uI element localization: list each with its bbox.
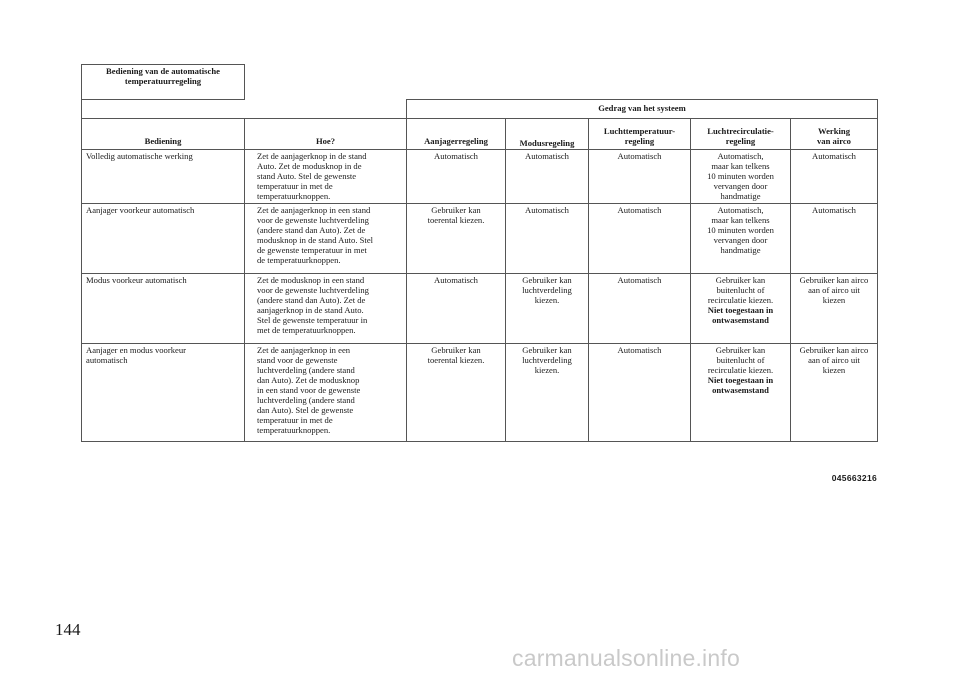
cell-temp: Automatisch [589, 344, 691, 442]
figure-code: 045663216 [831, 473, 877, 483]
cell-modus: Gebruiker kan luchtverdeling kiezen. [506, 344, 589, 442]
col-header-bediening: Bediening [82, 119, 245, 150]
cell-hoe: Zet de aanjagerknop in een stand voor de gewenste luchtverdeling (andere stand dan Auto). Zet de modusknop in de stand Auto. Stel de gewenste temperatuur in met de temperatuurknoppen. [245, 204, 407, 274]
cell-airco: Gebruiker kan airco aan of airco uit kiezen [791, 344, 878, 442]
cell-hoe: Zet de aanjagerknop in een stand voor de gewenste luchtverdeling (andere stand dan Auto). Zet de modusknop in een stand voor de gewenste luchtverdeling (andere stand dan Auto). Stel de gewenste temperatuur in met de temperatuurknoppen. [245, 344, 407, 442]
group-header-spacer [245, 65, 878, 100]
system-behaviour-header [407, 100, 878, 119]
group-header-operation [82, 65, 245, 100]
cell-aanjager: Automatisch [407, 274, 506, 344]
cell-bediening: Modus voorkeur automatisch [82, 274, 245, 344]
cell-bediening: Aanjager en modus voorkeur automatisch [82, 344, 245, 442]
cell-hoe: Zet de modusknop in een stand voor de gewenste luchtverdeling (andere stand dan Auto). Zet de aanjagerknop in de stand Auto. Stel de gewenste temperatuur in met de temperatuurknoppen. [245, 274, 407, 344]
cell-airco: Automatisch [791, 150, 878, 204]
cell-modus: Automatisch [506, 150, 589, 204]
cell-aanjager: Automatisch [407, 150, 506, 204]
table-row [82, 204, 878, 274]
cell-temp: Automatisch [589, 204, 691, 274]
col-header-recirc: Luchtrecirculatie- regeling [691, 119, 791, 150]
climate-control-table [81, 64, 878, 442]
cell-bediening: Aanjager voorkeur automatisch [82, 204, 245, 274]
cell-airco: Gebruiker kan airco aan of airco uit kiezen [791, 274, 878, 344]
cell-temp: Automatisch [589, 274, 691, 344]
col-header-hoe: Hoe? [245, 119, 407, 150]
col-header-aanjager: Aanjagerregeling [407, 119, 506, 150]
cell-recirc: Gebruiker kan buitenlucht of recirculatie kiezen. Niet toegestaan in ontwasemstand [691, 274, 791, 344]
cell-recirc: Gebruiker kan buitenlucht of recirculatie kiezen. Niet toegestaan in ontwasemstand [691, 344, 791, 442]
system-header-blank [82, 100, 407, 119]
cell-modus: Gebruiker kan luchtverdeling kiezen. [506, 274, 589, 344]
page-number: 144 [55, 620, 81, 639]
col-header-temp: Luchttemperatuur- regeling [589, 119, 691, 150]
group-header-operation-label: Bediening van de automatische temperatuurregeling [106, 66, 220, 86]
cell-aanjager: Gebruiker kan toerental kiezen. [407, 204, 506, 274]
cell-recirc: Automatisch, maar kan telkens 10 minuten worden vervangen door handmatige [691, 150, 791, 204]
cell-recirc: Automatisch, maar kan telkens 10 minuten worden vervangen door handmatige [691, 204, 791, 274]
cell-modus: Automatisch [506, 204, 589, 274]
watermark-text: carmanualsonline.info [512, 645, 740, 671]
col-header-airco: Werking van airco [791, 119, 878, 150]
table-row [82, 344, 878, 442]
cell-airco: Automatisch [791, 204, 878, 274]
table-row [82, 274, 878, 344]
cell-bediening: Volledig automatische werking [82, 150, 245, 204]
cell-temp: Automatisch [589, 150, 691, 204]
group-header-row [82, 65, 878, 100]
table-row [82, 150, 878, 204]
system-header-row [82, 100, 878, 119]
col-header-modus: Modusregeling [506, 119, 589, 150]
system-behaviour-label: Gedrag van het systeem [598, 103, 686, 113]
cell-aanjager: Gebruiker kan toerental kiezen. [407, 344, 506, 442]
column-header-row [82, 119, 878, 150]
cell-hoe: Zet de aanjagerknop in de stand Auto. Zet de modusknop in de stand Auto. Stel de gewenste temperatuur in met de temperatuurknoppen. [245, 150, 407, 204]
